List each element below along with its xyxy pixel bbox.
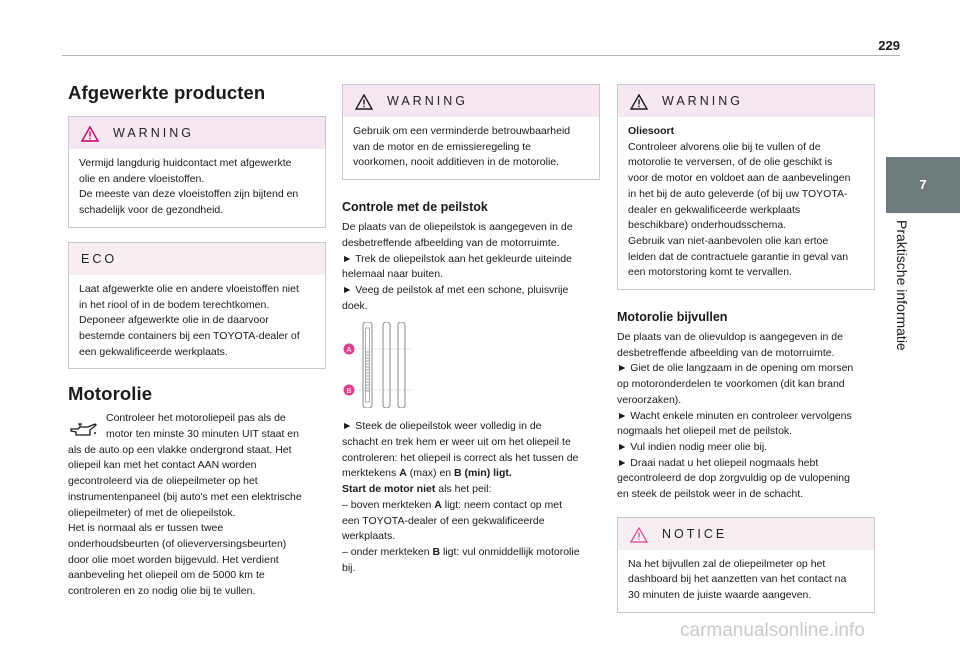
mark-b: B (min) ligt. bbox=[454, 467, 512, 480]
oil-can-icon bbox=[68, 421, 98, 439]
text-line: gecontroleerd de dop zorgvuldig op de vulopening bbox=[617, 472, 850, 485]
text-line: een TOYOTA-dealer of een gekwalificeerde bbox=[342, 514, 545, 527]
text-line: Controleer het motoroliepeil pas als de bbox=[106, 412, 286, 425]
motorolie-lead bbox=[106, 411, 299, 442]
text-line: schadelijk voor de gezondheid. bbox=[79, 204, 224, 217]
motorolie-intro bbox=[68, 411, 326, 442]
mark-b: B bbox=[432, 545, 441, 558]
text: – onder merkteken bbox=[342, 545, 433, 558]
warning-label: WARNING bbox=[662, 94, 743, 108]
text-line: op motoronderdelen te voorkomen (dit kan brand bbox=[617, 378, 845, 391]
text-line: Het is normaal als er tussen twee bbox=[68, 522, 224, 535]
watermark: carmanualsonline.info bbox=[680, 620, 865, 641]
text-line: ► Trek de oliepeilstok aan het gekleurde uiteinde bbox=[342, 252, 572, 265]
text-line: oliepeilmeter) of met de oliepeilstok. bbox=[68, 506, 236, 519]
dipstick-illustration bbox=[342, 322, 422, 408]
chapter-title: Praktische informatie bbox=[894, 220, 910, 351]
warning-header bbox=[69, 117, 325, 149]
text-line: motorolie te verversen, of de olie geschikt is bbox=[628, 156, 833, 169]
case-a-line bbox=[342, 498, 600, 514]
column-1 bbox=[68, 80, 326, 600]
section-title-motorolie: Motorolie bbox=[68, 383, 153, 405]
text-line: voorkomen, nooit additieven in de motorolie. bbox=[353, 156, 560, 169]
text-line: ► Veeg de peilstok af met een schone, pluisvrije bbox=[342, 283, 569, 296]
text-line: oliepeil kan met het contact AAN worden bbox=[68, 459, 257, 472]
text-line: ► Giet de olie langzaam in de opening om morsen bbox=[617, 362, 854, 375]
eco-header bbox=[69, 243, 325, 275]
text-line: De plaats van de olievuldop is aangegeven in de bbox=[617, 331, 843, 344]
column-3 bbox=[617, 80, 875, 627]
warning-text bbox=[69, 149, 325, 227]
section-title-afgewerkte-producten: Afgewerkte producten bbox=[68, 82, 266, 103]
text-line: en steek de peilstok weer in de schacht. bbox=[617, 488, 804, 501]
subsection-title-bijvullen: Motorolie bijvullen bbox=[617, 310, 728, 325]
text-line: in het riool of in de bodem terechtkomen. bbox=[79, 298, 270, 311]
notice-box bbox=[617, 517, 875, 613]
text-line: een gekwalificeerde werkplaats. bbox=[79, 345, 228, 358]
marks-line bbox=[342, 466, 600, 482]
text: ligt: vul onmiddellijk motorolie bbox=[440, 545, 580, 558]
warning-heading: Oliesoort bbox=[628, 125, 675, 137]
text-line: een motorstoring komt te vervallen. bbox=[628, 266, 792, 279]
text-line: beschikbare) onderhoudsschema. bbox=[628, 219, 787, 232]
text-line: ► Vul indien nodig meer olie bij. bbox=[617, 440, 768, 453]
motorolie-body bbox=[68, 443, 326, 600]
text-line: Na het bijvullen zal de oliepeilmeter op het bbox=[628, 557, 826, 570]
text-line: werkplaats. bbox=[342, 530, 396, 543]
column-2 bbox=[342, 80, 600, 576]
warning-label: WARNING bbox=[113, 126, 194, 140]
text-line: door olie moet worden bijgevuld. Het verdient bbox=[68, 553, 279, 566]
text-line: controleren en zo nodig olie bij te vullen. bbox=[68, 585, 256, 598]
chapter-title-container bbox=[894, 220, 924, 380]
text-line: olie en andere vloeistoffen. bbox=[79, 172, 205, 185]
text-line: van de motor en de emissieregeling te bbox=[353, 140, 532, 153]
warning-box-oil-type bbox=[617, 84, 875, 290]
text-line: schacht en trek hem er weer uit om het oliepeil te bbox=[342, 436, 571, 449]
text-line: Controleer alvorens olie bij te vullen of de bbox=[628, 140, 821, 153]
text-line: De meeste van deze vloeistoffen zijn bijtend en bbox=[79, 188, 299, 201]
text-line: Deponeer afgewerkte olie in de daarvoor bbox=[79, 314, 269, 327]
text-line: De plaats van de oliepeilstok is aangegeven in de bbox=[342, 221, 573, 234]
notice-label: NOTICE bbox=[662, 526, 728, 541]
text-line: motor ten minste 30 minuten UIT staat en bbox=[106, 428, 299, 441]
text-line: helemaal naar buiten. bbox=[342, 268, 443, 281]
header-rule bbox=[62, 55, 900, 56]
text-line: Gebruik van niet-aanbevolen olie kan ertoe bbox=[628, 234, 829, 247]
text-line: Laat afgewerkte olie en andere vloeistoffen niet bbox=[79, 282, 299, 295]
text-line: ► Draai nadat u het oliepeil nogmaals hebt bbox=[617, 456, 819, 469]
warning-triangle-icon bbox=[630, 94, 648, 110]
text-line: instrumentenpaneel (bij auto's met een elektrische bbox=[68, 490, 302, 503]
eco-text bbox=[69, 275, 325, 369]
text: – boven merkteken bbox=[342, 498, 435, 511]
text: (max) en bbox=[406, 467, 455, 480]
text-line: onderhoudsbeurten (of olieverversingsbeurten) bbox=[68, 537, 287, 550]
text-line: controleren: het oliepeil is correct als het tussen de bbox=[342, 451, 579, 464]
warning-label: WARNING bbox=[387, 94, 468, 108]
text-line: leiden dat de contractuele garantie in geval van bbox=[628, 250, 849, 263]
eco-box bbox=[68, 242, 326, 370]
marker-a-label: A bbox=[346, 345, 352, 355]
text-line: Vermijd langdurig huidcontact met afgewerkte bbox=[79, 157, 292, 169]
text-line: voor de motor en voldoet aan de aanbevelingen bbox=[628, 172, 851, 185]
text-line: desbetreffende afbeelding van de motorruimte. bbox=[342, 236, 560, 249]
warning-triangle-icon bbox=[81, 126, 99, 142]
page-number: 229 bbox=[878, 38, 900, 53]
text-line: veroorzaken). bbox=[617, 393, 682, 406]
warning-header bbox=[343, 85, 599, 117]
text-line: Gebruik om een verminderde betrouwbaarheid bbox=[353, 125, 571, 137]
warning-text bbox=[343, 117, 599, 179]
text-line: 30 minuten de juiste waarde aangeven. bbox=[628, 589, 812, 602]
warning-triangle-icon bbox=[355, 94, 373, 110]
peilstok-intro bbox=[342, 220, 600, 314]
text-line: in het bij de auto geleverde (of bij uw TOYOTA- bbox=[628, 187, 848, 200]
notice-header bbox=[618, 518, 874, 550]
start-bold: Start de motor niet bbox=[342, 483, 436, 496]
text-line: desbetreffende afbeelding van de motorruimte. bbox=[617, 346, 835, 359]
start-line bbox=[342, 482, 600, 498]
text-line: dashboard bij het aanzetten van het contact na bbox=[628, 573, 847, 586]
text-line: nogmaals het oliepeil met de peilstok. bbox=[617, 425, 793, 438]
text-line: bestemde containers bij een TOYOTA-dealer of bbox=[79, 329, 300, 342]
peilstok-check-text bbox=[342, 419, 600, 576]
eco-label: ECO bbox=[81, 251, 118, 266]
text-line: gecontroleerd via de oliepeilmeter op het bbox=[68, 475, 258, 488]
notice-triangle-icon bbox=[630, 527, 648, 543]
mark-a: A bbox=[399, 467, 407, 480]
text: ligt: neem contact op met bbox=[441, 498, 563, 511]
chapter-tab bbox=[886, 157, 960, 213]
warning-box-skin-contact bbox=[68, 116, 326, 228]
text-line: als de auto op een vlakke ondergrond staat. Het bbox=[68, 443, 292, 456]
text: als het peil: bbox=[435, 483, 492, 496]
warning-text bbox=[618, 117, 874, 289]
subsection-title-peilstok: Controle met de peilstok bbox=[342, 200, 488, 215]
text: merktekens bbox=[342, 467, 400, 480]
bijvullen-body bbox=[617, 330, 875, 503]
chapter-number: 7 bbox=[919, 177, 927, 192]
marker-b-label: B bbox=[346, 386, 352, 396]
text-line: doek. bbox=[342, 299, 368, 312]
warning-box-additives bbox=[342, 84, 600, 180]
text-line: ► Steek de oliepeilstok weer volledig in de bbox=[342, 420, 542, 433]
text-line: bij. bbox=[342, 561, 356, 574]
warning-header bbox=[618, 85, 874, 117]
text-line: dealer en gekwalificeerde werkplaats bbox=[628, 203, 801, 216]
mark-a: A bbox=[434, 498, 442, 511]
case-b-line bbox=[342, 545, 600, 561]
text-line: aanbeveling het oliepeil om de 5000 km te bbox=[68, 569, 265, 582]
text-line: ► Wacht enkele minuten en controleer vervolgens bbox=[617, 409, 852, 422]
notice-text bbox=[618, 550, 874, 612]
